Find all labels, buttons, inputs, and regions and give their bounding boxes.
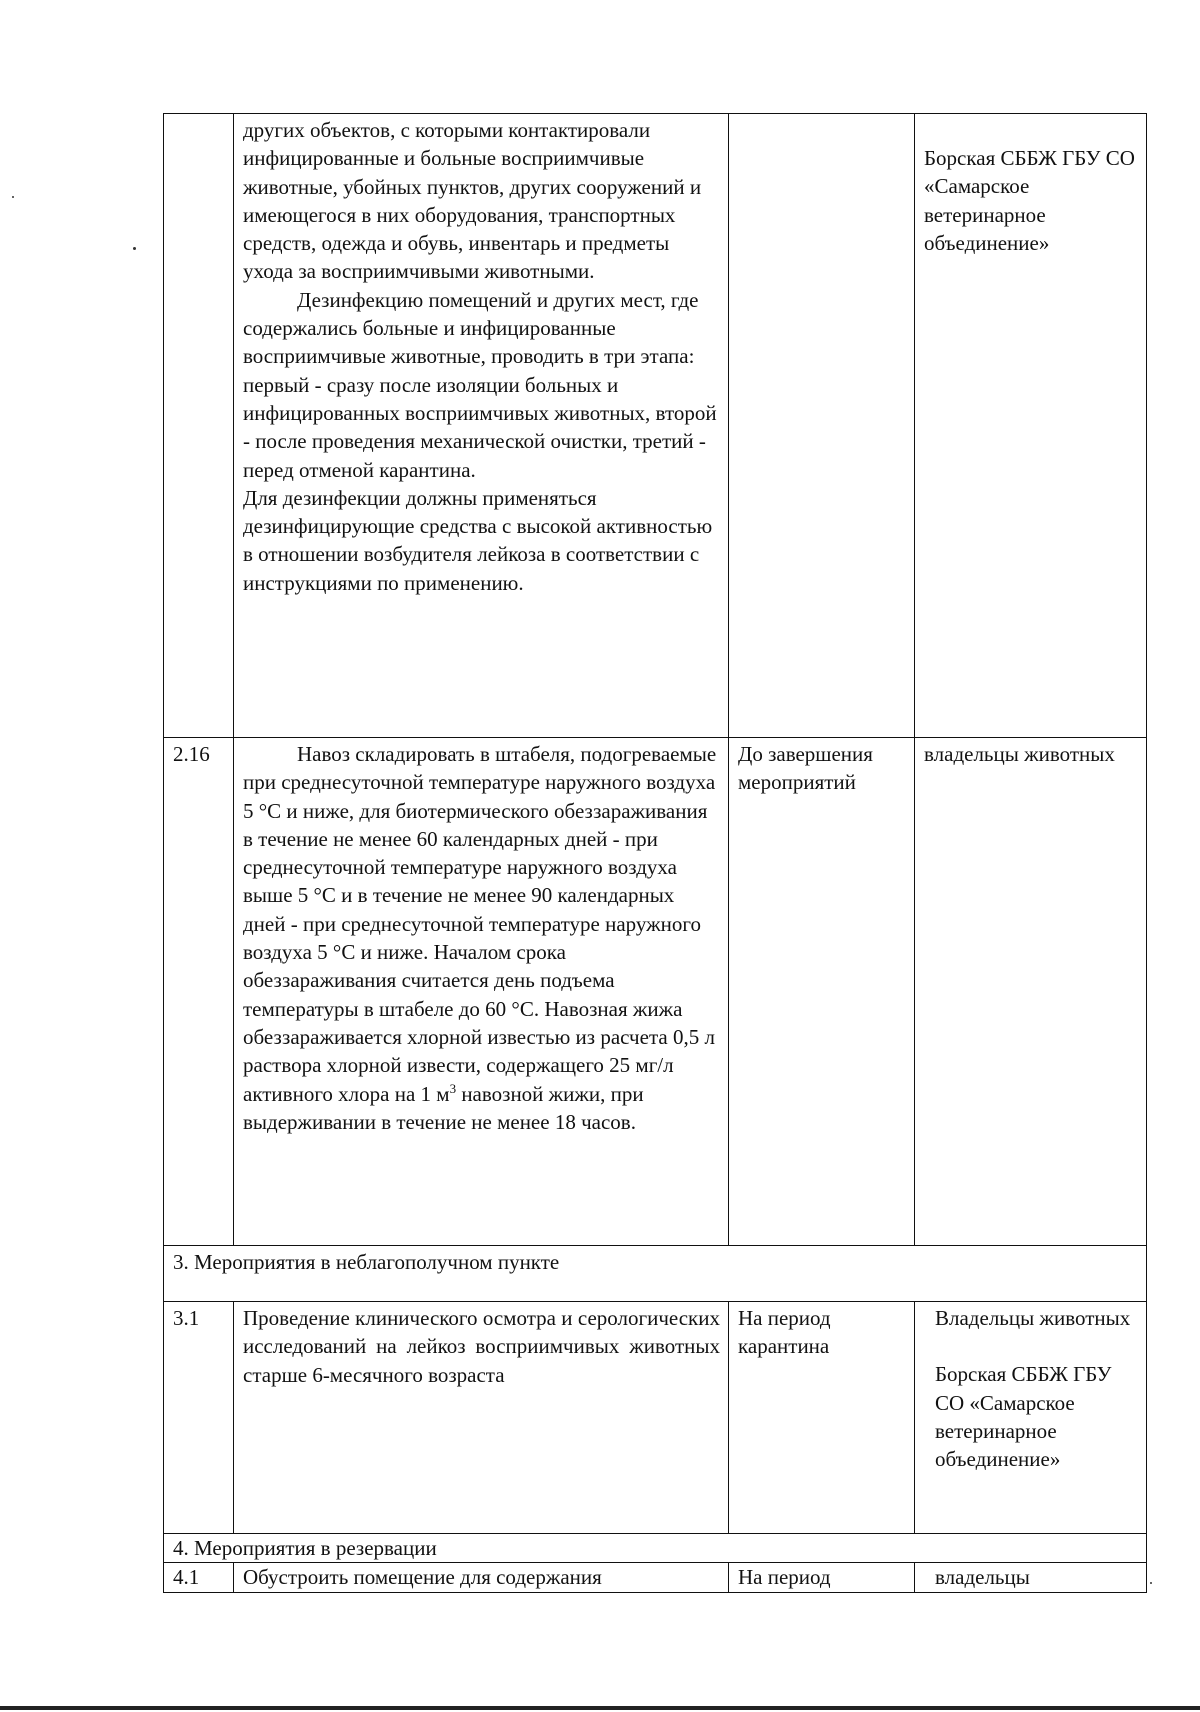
term-cell: На период [729, 1563, 915, 1592]
row-number-cell: 2.16 [164, 738, 234, 1246]
scan-speck [133, 247, 136, 250]
section-header-row [164, 1534, 1147, 1563]
responsible-cell: владельцы животных [915, 738, 1147, 1246]
measure-text: Проведение клинического осмотра и серологических исследований на лейкоз восприимчивых животных старше 6-месячного возраста [243, 1306, 720, 1387]
spacer [935, 1332, 1138, 1360]
row-number-cell: 3.1 [164, 1302, 234, 1534]
measure-cell: Обустроить помещение для содержания [234, 1563, 729, 1592]
term-cell: На период карантина [729, 1302, 915, 1534]
measure-text-end: навозной жижи, при выдерживании в течение не менее 18 часов. [243, 1081, 644, 1134]
responsible-text: Борская СББЖ ГБУ СО «Самарское ветеринарное объединение» [924, 146, 1135, 255]
scan-speck [1150, 1582, 1152, 1584]
measure-text: Дезинфекцию помещений и других мест, где содержались больные и инфицированные восприимчивые животные, проводить в три этапа: первый - сразу после изоляции больных и инфицированных восприимчивых животных, второй - после проведения механической очистки, третий - перед отменой карантина. [243, 287, 717, 482]
section-header-row [164, 1246, 1147, 1302]
table-row [164, 114, 1147, 738]
measures-table [163, 113, 1147, 1593]
measure-cell [234, 1302, 729, 1534]
row-number-cell: 4.1 [164, 1563, 234, 1592]
term-cell: До завершения мероприятий [729, 738, 915, 1246]
section-title: 4. Мероприятия в резервации [164, 1534, 1147, 1563]
table-row [164, 738, 1147, 1246]
responsible-cell [915, 1302, 1147, 1534]
measure-text [243, 740, 720, 1136]
scan-speck [12, 196, 14, 198]
responsible-text: Владельцы животных [935, 1306, 1131, 1330]
measure-text-main: Навоз складировать в штабеля, подогреваемые при среднесуточной температуре наружного воздуха 5 °С и ниже, для биотермического обеззараживания в течение не менее 60 календарных дней - при среднесуточной температуре наружного воздуха выше 5 °С и в течение не менее 90 календарных дней - при среднесуточной температуре наружного воздуха 5 °С и ниже. Началом срока обеззараживания считается день подъема температуры в штабеле до 60 °С. Навозная жижа обеззараживается хлорной известью из расчета 0,5 л раствора хлорной извести, содержащего 25 мг/л активного хлора на 1 м [243, 742, 717, 1106]
superscript: 3 [449, 1080, 457, 1096]
responsible-cell: владельцы [915, 1563, 1147, 1592]
table-row [164, 1302, 1147, 1534]
section-title: 3. Мероприятия в неблагополучном пункте [164, 1246, 1147, 1302]
measure-cell [234, 738, 729, 1246]
table-row [164, 1563, 1147, 1592]
term-cell [729, 114, 915, 738]
measure-cell [234, 114, 729, 738]
scan-edge-line [0, 1706, 1200, 1710]
responsible-cell [915, 114, 1147, 738]
responsible-text: Борская СББЖ ГБУ СО «Самарское ветеринарное объединение» [935, 1362, 1112, 1472]
row-number-cell [164, 114, 234, 738]
measure-text: Для дезинфекции должны применяться дезинфицирующие средства с высокой активностью в отношении возбудителя лейкоза в соответствии с инструкциями по применению. [243, 485, 713, 595]
measure-text: других объектов, с которыми контактировали инфицированные и больные восприимчивые животные, убойных пунктов, других сооружений и имеющегося в них оборудования, транспортных средств, одежда и обувь, инвентарь и предметы ухода за восприимчивыми животными. [243, 118, 702, 284]
